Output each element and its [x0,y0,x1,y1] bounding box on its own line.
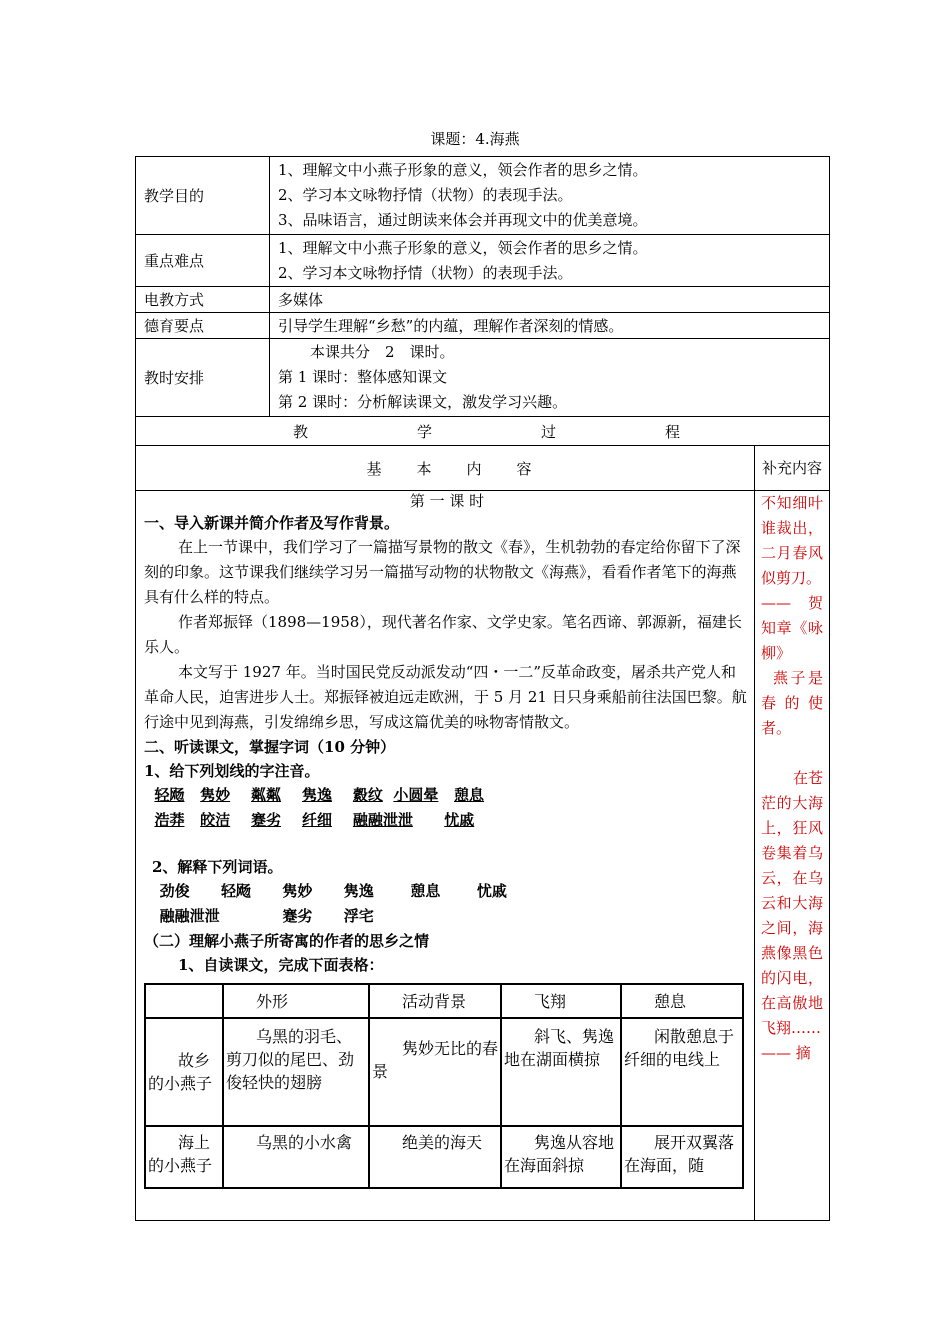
media-label: 电教方式 [136,287,270,313]
word: 隽逸 [343,882,374,900]
table-cell: 展开双翼落在海面，随 [621,1126,743,1188]
goal-label: 教学目的 [136,157,270,235]
lesson-plan-table [135,156,830,1221]
word: 浩莽 [154,811,185,829]
table-cell: 故乡的小燕子 [145,1018,223,1126]
process-char: 程 [664,422,680,441]
word: 纤细 [301,811,332,829]
basic-char: 基 [366,459,382,478]
goal-line-1: 1、理解文中小燕子形象的意义，领会作者的思乡之情。 [278,161,648,179]
word: 憩息 [410,882,441,900]
word: 隽逸 [301,786,332,804]
section-heading-3: （二）理解小燕子所寄寓的作者的思乡之情 [144,932,430,950]
basic-char: 内 [466,459,482,478]
section-heading-1: 一、导入新课并简介作者及写作背景。 [144,514,400,532]
page-title: 课题：4.海燕 [430,130,520,148]
section-heading-2: 二、听读课文，掌握字词（10 分钟） [144,738,396,756]
word: 轻飏 [221,882,252,900]
word: 蹇劣 [251,811,282,829]
word: 劲俊 [159,882,190,900]
table-header [145,984,223,1018]
task-heading-1: 1、给下列划线的字注音。 [144,762,320,780]
table-header: 外形 [223,984,369,1018]
table-header: 活动背景 [369,984,501,1018]
table-cell: 斜飞、隽逸地在湖面横掠 [501,1018,621,1126]
time-label: 教时安排 [136,339,270,417]
paragraph-intro: 在上一节课中，我们学习了一篇描写景物的散文《春》，生机勃勃的春定给你留下了深刻的印象。这节课我们继续学习另一篇描写动物的状物散文《海燕》，看看作者笔下的海燕具有什么样的特点。 [144,538,741,606]
lesson-label: 第 一 课 时 [409,492,485,510]
table-cell: 乌黑的小水禽 [223,1126,369,1188]
word: 憩息 [454,786,485,804]
word: 融融泄泄 [159,907,220,925]
explain-words-row-1 [144,879,750,904]
paragraph-author: 作者郑振铎（1898—1958），现代著名作家、文学史家。笔名西谛、郭源新，福建长乐人。 [144,613,742,656]
word: 隽妙 [200,786,231,804]
poem-attribution: —— 贺知章《咏柳》 [761,594,824,662]
word: 浮宅 [343,907,374,925]
goal-line-3: 3、品味语言，通过朗读来体会并再现文中的优美意境。 [278,211,648,229]
table-header: 飞翔 [501,984,621,1018]
table-cell: 隽妙无比的春景 [369,1018,501,1126]
supplement-content [755,491,830,1221]
key-line-1: 1、理解文中小燕子形象的意义，领会作者的思乡之情。 [278,238,648,257]
time-line-3: 第 2 课时：分析解读课文，激发学习兴趣。 [278,393,568,411]
word: 皎洁 [200,811,231,829]
supplement-header: 补充内容 [755,446,830,491]
table-cell: 乌黑的羽毛、剪刀似的尾巴、劲俊轻快的翅膀 [223,1018,369,1126]
task-heading-2: 2、解释下列词语。 [152,858,283,876]
process-char: 教 [292,422,308,441]
moral-value: 引导学生理解“乡愁”的内蕴，理解作者深刻的情感。 [270,313,830,339]
media-value: 多媒体 [270,287,830,313]
key-line-2: 2、学习本文咏物抒情（状物）的表现手法。 [278,263,573,282]
process-char: 学 [416,422,432,441]
petrel-attribution: —— 摘 [761,1044,811,1062]
table-cell: 绝美的海天 [369,1126,501,1188]
poem-quote: 不知细叶谁裁出，二月春风似剪刀。 [761,494,824,587]
swallow-table [144,983,744,1189]
basic-char: 容 [516,459,532,478]
table-cell: 隽逸从容地在海面斜掠 [501,1126,621,1188]
swallow-note: 燕子是春的使者。 [761,669,824,737]
moral-label: 德育要点 [136,313,270,339]
task-heading-3: 1、自读课文，完成下面表格： [178,956,384,974]
word: 縠纹 [352,786,383,804]
petrel-quote: 在苍茫的大海上，狂风卷集着乌云，在乌云和大海之间，海燕像黑色的闪电，在高傲地飞翔…… [761,769,824,1037]
goal-line-2: 2、学习本文咏物抒情（状物）的表现手法。 [278,186,573,204]
word: 忧戚 [476,882,507,900]
process-char: 过 [540,422,556,441]
table-cell: 海上的小燕子 [145,1126,223,1188]
time-line-1: 本课共分 2 课时。 [310,343,455,361]
paragraph-background: 本文写于 1927 年。当时国民党反动派发动“四・一二”反革命政变，屠杀共产党人和革命人民，迫害进步人士。郑振铎被迫远走欧洲，于 5 月 21 日只身乘船前往法国巴黎。航行途中见到海燕，引发绵绵乡思，写成这篇优美的咏物寄情散文。 [144,663,747,731]
key-label: 重点难点 [136,235,270,287]
process-header [136,417,830,446]
word: 融融泄泄 [352,811,413,829]
word: 隽妙 [282,882,313,900]
table-header: 憩息 [621,984,743,1018]
main-content [136,491,755,1221]
basic-content-header [136,446,755,491]
pinyin-words-row-2 [144,808,750,833]
word: 小圆晕 [393,786,439,804]
time-line-2: 第 1 课时：整体感知课文 [278,368,448,386]
word: 忧戚 [444,811,475,829]
word: 粼粼 [251,786,282,804]
word: 轻飏 [154,786,185,804]
table-cell: 闲散憩息于纤细的电线上 [621,1018,743,1126]
pinyin-words-row-1 [144,783,750,808]
basic-char: 本 [416,459,432,478]
word: 蹇劣 [282,907,313,925]
explain-words-row-2 [144,904,750,929]
